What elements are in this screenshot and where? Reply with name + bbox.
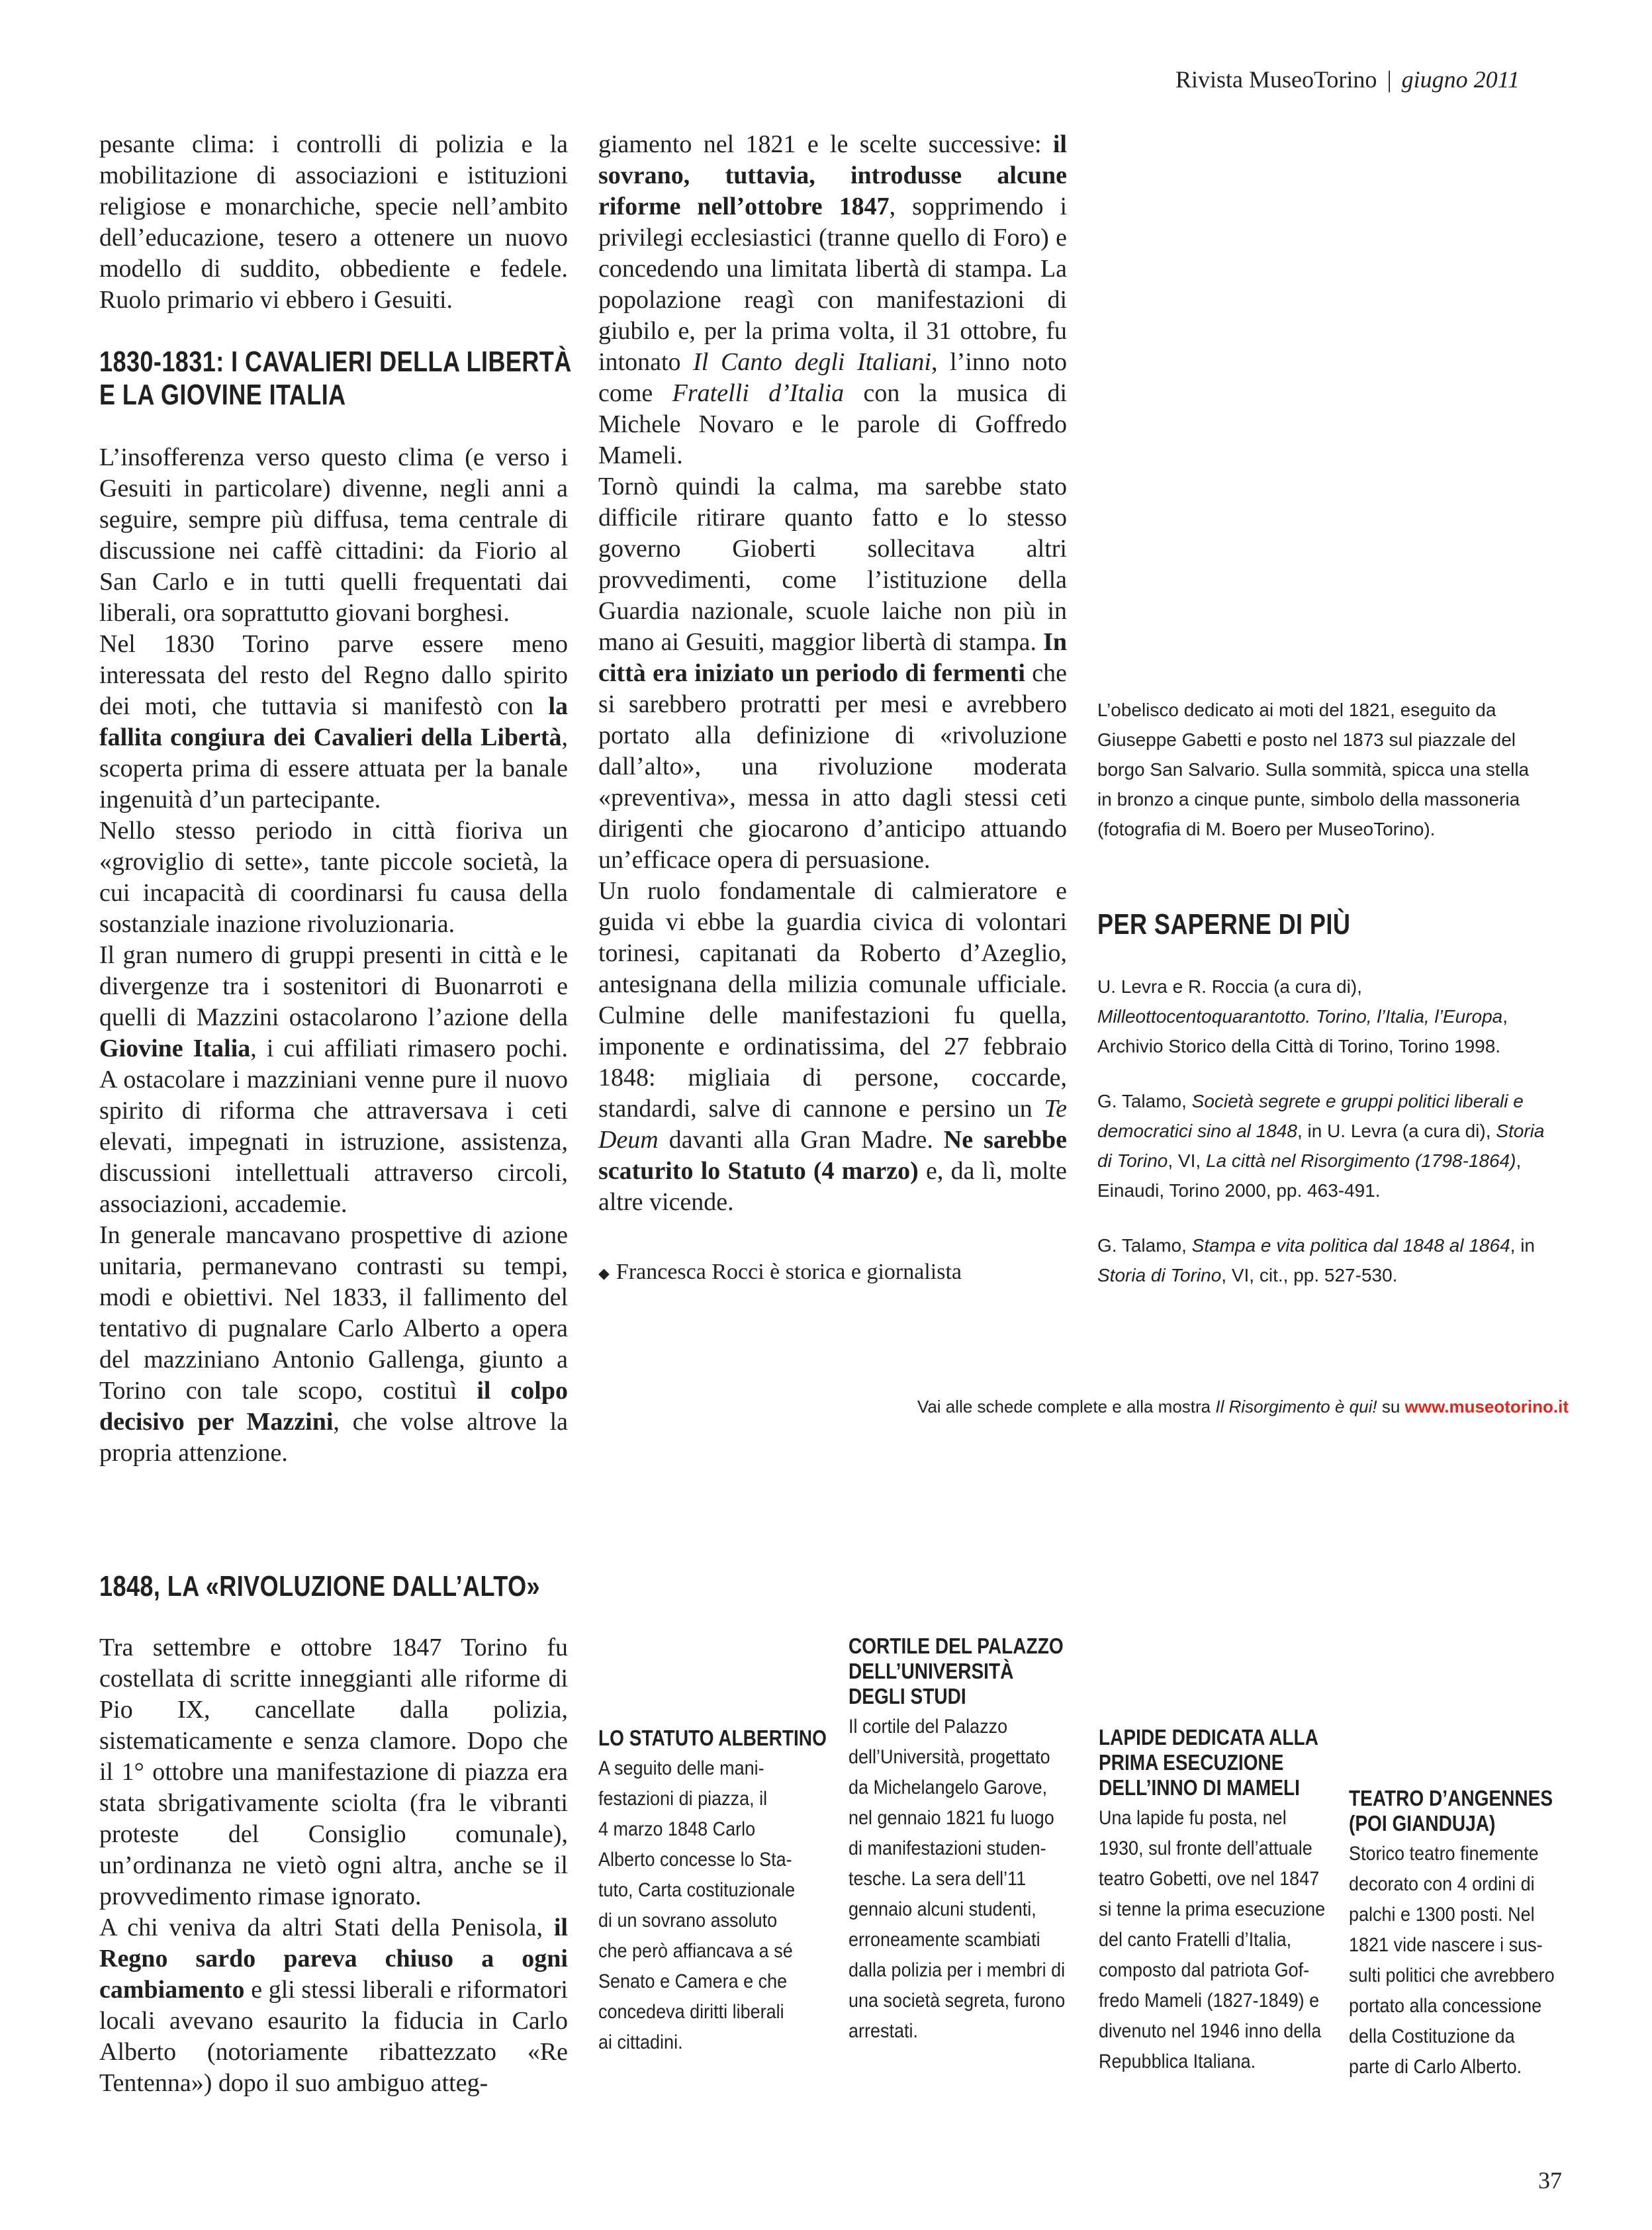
box-text-line: gennaio alcuni studenti, xyxy=(849,1898,1036,1920)
box-text-line: si tenne la prima esecuzione xyxy=(1099,1898,1326,1920)
box-text xyxy=(1349,1839,1555,2082)
box-title-line: TEATRO D’ANGENNES xyxy=(1349,1786,1553,1810)
box-text-line: parte di Carlo Alberto. xyxy=(1349,2056,1522,2078)
section-heading-1830: 1830-1831: I CAVALIERI DELLA LIBERTÀ E LA GIOVINE ITALIA xyxy=(99,346,572,411)
author-note: ◆ Francesca Rocci è storica e giornalista xyxy=(598,1260,962,1284)
box-text xyxy=(849,1712,1066,2047)
bibliography xyxy=(1097,972,1561,1315)
box-text-line: festazioni di piazza, il xyxy=(598,1788,768,1810)
header-separator: | xyxy=(1387,66,1392,93)
column-1-top xyxy=(99,129,568,316)
box-text-line: che però affiancava a sé xyxy=(598,1940,793,1962)
box-title-line: (POI GIANDUJA) xyxy=(1349,1811,1496,1835)
paragraph: A chi veniva da altri Stati della Penisola, il Regno sardo pareva chiuso a ogni cambiamento e gli stessi liberali e riformatori locali avevano esaurito la fiducia in Carlo Alberto (notoriamente ribattezzato «Re Tentenna») dopo il suo ambiguo atteg- xyxy=(99,1914,568,2097)
box-text-line: Repubblica Italiana. xyxy=(1099,2051,1256,2072)
box-title xyxy=(849,1634,1064,1709)
box-text-line: Storico teatro finemente xyxy=(1349,1843,1539,1865)
promo-line: Vai alle schede complete e alla mostra Il Risorgimento è qui! su www.museotorino.it xyxy=(917,1397,1569,1417)
museotorino-link[interactable]: www.museotorino.it xyxy=(1404,1397,1569,1417)
paragraph: Tra settembre e ottobre 1847 Torino fu costellata di scritte inneggianti alle riforme di Pio IX, cancellate dalla polizia, sistematicamente e senza clamore. Dopo che il 1° ottobre una manifestazione di piazza era stata sbrigativamente sciolta (fra le vibranti proteste del Consiglio comunale), un’ordinanza ne vietò ogni altra, anche se il provvedimento rimase ignorato. xyxy=(99,1634,568,1910)
box-text-line: di manifestazioni studen- xyxy=(849,1837,1046,1859)
box-title-line: LAPIDE DEDICATA ALLA xyxy=(1099,1725,1318,1749)
box-title-line: CORTILE DEL PALAZZO xyxy=(849,1634,1064,1658)
running-header xyxy=(1109,65,1520,94)
bibliography-entry: G. Talamo, Società segrete e gruppi politici liberali e democratici sino al 1848, in U. Levra (a cura di), Storia di Torino, VI, La città nel Risorgimento (1798-1864), Einaudi, Torino 2000, pp. 463-491. xyxy=(1097,1091,1545,1201)
paragraph: Un ruolo fondamentale di calmieratore e guida vi ebbe la guardia civica di volontari torinesi, capitanati da Roberto d’Azeglio, antesignana della milizia comunale ufficiale. Culmine delle manifestazioni fu quella, imponente e ordinatissima, del 27 febbraio 1848: migliaia di persone, coccarde, standardi, salve di cannone e persino un Te Deum davanti alla Gran Madre. Ne sarebbe scaturito lo Statuto (4 marzo) e, da lì, molte altre vicende. xyxy=(598,877,1067,1216)
box-text-line: 4 marzo 1848 Carlo xyxy=(598,1818,756,1840)
box-text-line: ai cittadini. xyxy=(598,2031,683,2053)
box-text-line: di un sovrano assoluto xyxy=(598,1910,778,1931)
box-text-line: fredo Mameli (1827-1849) e xyxy=(1099,1990,1320,2012)
box-title xyxy=(1099,1725,1318,1800)
box-title xyxy=(598,1726,827,1751)
column-2-body xyxy=(598,129,1067,1218)
paragraph: Nel 1830 Torino parve essere meno interessata del resto del Regno dallo spirito dei moti, che tuttavia si manifestò con la fallita congiura dei Cavalieri della Libertà, scoperta prima di essere attuata per la banale ingenuità d’un partecipante. xyxy=(99,630,568,813)
box-text-line: divenuto nel 1946 inno della xyxy=(1099,2020,1322,2042)
box-text-line: 1930, sul fronte dell’attuale xyxy=(1099,1837,1312,1859)
bibliography-entry: U. Levra e R. Roccia (a cura di), Milleottocentoquarantotto. Torino, l’Italia, l’Europa, Archivio Storico della Città di Torino, Torino 1998. xyxy=(1097,976,1508,1056)
box-text-line: una società segreta, furono xyxy=(849,1990,1066,2012)
box-text-line: palchi e 1300 posti. Nel xyxy=(1349,1904,1535,1926)
column-1-body xyxy=(99,442,568,1469)
paragraph: Nello stesso periodo in città fioriva un «groviglio di sette», tante piccole società, la cui incapacità di coordinarsi fu causa della sostanziale inazione rivoluzionaria. xyxy=(99,817,568,938)
paragraph: Il gran numero di gruppi presenti in città e le divergenze tra i sostenitori di Buonarroti e quelli di Mazzini ostacolarono l’azione della Giovine Italia, i cui affiliati rimasero pochi. A ostacolare i mazziniani venne pure il nuovo spirito di riforma che attraversava i ceti elevati, impegnati in istruzione, assistenza, discussioni intellettuali attraverso circoli, associazioni, accademie. xyxy=(99,941,568,1218)
paragraph: L’insofferenza verso questo clima (e verso i Gesuiti in particolare) divenne, negli anni a seguire, sempre più diffusa, tema centrale di discussione nei caffè cittadini: da Fiorio al San Carlo e in tutti quelli frequentati dai liberali, ora soprattutto giovani borghesi. xyxy=(99,443,568,627)
box-text-line: dalla polizia per i membri di xyxy=(849,1959,1066,1981)
diamond-bullet-icon: ◆ xyxy=(598,1265,610,1282)
box-text-line: decorato con 4 ordini di xyxy=(1349,1873,1535,1895)
box-title-line: LO STATUTO ALBERTINO xyxy=(598,1726,827,1750)
box-text-line: teatro Gobetti, ove nel 1847 xyxy=(1099,1868,1320,1890)
box-text-line: nel gennaio 1821 fu luogo xyxy=(849,1807,1054,1829)
box-text-line: tesche. La sera dell’11 xyxy=(849,1868,1027,1890)
box-text-line: Una lapide fu posta, nel xyxy=(1099,1807,1287,1829)
box-statuto-albertino xyxy=(598,1726,827,2058)
bibliography-entry: G. Talamo, Stampa e vita politica dal 1848 al 1864, in Storia di Torino, VI, cit., pp. 527-530. xyxy=(1097,1235,1536,1285)
paragraph: giamento nel 1821 e le scelte successive: il sovrano, tuttavia, introdusse alcune riforme nell’ottobre 1847, sopprimendo i privilegi ecclesiastici (tranne quello di Foro) e concedendo una limitata libertà di stampa. La popolazione reagì con manifestazioni di giubilo e, per la prima volta, il 31 ottobre, fu intonato Il Canto degli Italiani, l’inno noto come Fratelli d’Italia con la musica di Michele Novaro e le parole di Goffredo Mameli. xyxy=(598,130,1068,469)
further-reading-heading: PER SAPERNE DI PIÙ xyxy=(1097,908,1351,941)
box-text-line: sulti politici che avrebbero xyxy=(1349,1965,1555,1986)
box-title-line: DELL’UNIVERSITÀ xyxy=(849,1659,1014,1683)
paragraph: Tornò quindi la calma, ma sarebbe stato difficile ritirare quanto fatto e lo stesso governo Gioberti sollecitava altri provvedimenti, come l’istituzione della Guardia nazionale, scuole laiche non più in mano ai Gesuiti, maggior libertà di stampa. In città era iniziato un periodo di fermenti che si sarebbero protratti per mesi e avrebbero portato alla definizione di «rivoluzione dall’alto», una rivoluzione moderata «preventiva», messa in atto dagli stessi ceti dirigenti che giocarono d’anticipo attuando un’efficace opera di persuasione. xyxy=(598,473,1068,874)
box-text-line: erroneamente scambiati xyxy=(849,1929,1040,1951)
box-text-line: Senato e Camera e che xyxy=(598,1971,788,1992)
issue-date: giugno 2011 xyxy=(1401,66,1520,93)
box-text-line: arrestati. xyxy=(849,2020,919,2042)
box-title-line: PRIMA ESECUZIONE xyxy=(1099,1750,1284,1775)
box-text-line: dell’Università, progettato xyxy=(849,1746,1050,1768)
box-text-line: da Michelangelo Garove, xyxy=(849,1777,1048,1798)
box-title-line: DELL’INNO DI MAMELI xyxy=(1099,1775,1300,1800)
box-cortile-universita xyxy=(849,1634,1074,2047)
box-text-line: portato alla concessione xyxy=(1349,1995,1542,2017)
page-number: 37 xyxy=(1538,2167,1562,2194)
box-text xyxy=(1099,1803,1326,2077)
box-text-line: tuto, Carta costituzionale xyxy=(598,1879,796,1901)
box-title xyxy=(1349,1786,1553,1836)
box-text-line: Il cortile del Palazzo xyxy=(849,1716,1008,1738)
paragraph: In generale mancavano prospettive di azione unitaria, permanevano contrasti su tempi, modi e obiettivi. Nel 1833, il fallimento del tentativo di pugnalare Carlo Alberto a opera del mazziniano Antonio Gallenga, giunto a Torino con tale scopo, costituì il colpo decisivo per Mazzini, che volse altrove la propria attenzione. xyxy=(99,1221,568,1467)
box-title-line: DEGLI STUDI xyxy=(849,1684,966,1708)
box-teatro-angennes xyxy=(1349,1786,1574,2082)
box-text-line: Alberto concesse lo Sta- xyxy=(598,1849,792,1871)
column-1-bottom xyxy=(99,1632,568,2099)
intro-paragraph: pesante clima: i controlli di polizia e la mobilitazione di associazioni e istituzioni religiose e monarchiche, specie nell’ambito dell’educazione, tesero a ottenere un nuovo modello di suddito, obbediente e fedele. Ruolo primario vi ebbero i Gesuiti. xyxy=(99,130,568,314)
box-text xyxy=(598,1753,801,2058)
box-text-line: 1821 vide nascere i sus- xyxy=(1349,1934,1543,1956)
photo-caption: L’obelisco dedicato ai moti del 1821, eseguito da Giuseppe Gabetti e posto nel 1873 sul piazzale del borgo San Salvario. Sulla sommità, spicca una stella in bronzo a cinque punte, simbolo della massoneria (fotografia di M. Boero per MuseoTorino). xyxy=(1097,700,1530,839)
box-text-line: composto dal patriota Gof- xyxy=(1099,1959,1310,1981)
box-text-line: concedeva diritti liberali xyxy=(598,2001,784,2023)
section-heading-1848: 1848, LA «RIVOLUZIONE DALL’ALTO» xyxy=(99,1570,541,1603)
box-text-line: della Costituzione da xyxy=(1349,2025,1515,2047)
box-text-line: A seguito delle mani- xyxy=(598,1757,764,1779)
box-lapide-mameli xyxy=(1099,1725,1324,2077)
box-text-line: del canto Fratelli d’Italia, xyxy=(1099,1929,1292,1951)
publication-name: Rivista MuseoTorino xyxy=(1175,66,1377,93)
